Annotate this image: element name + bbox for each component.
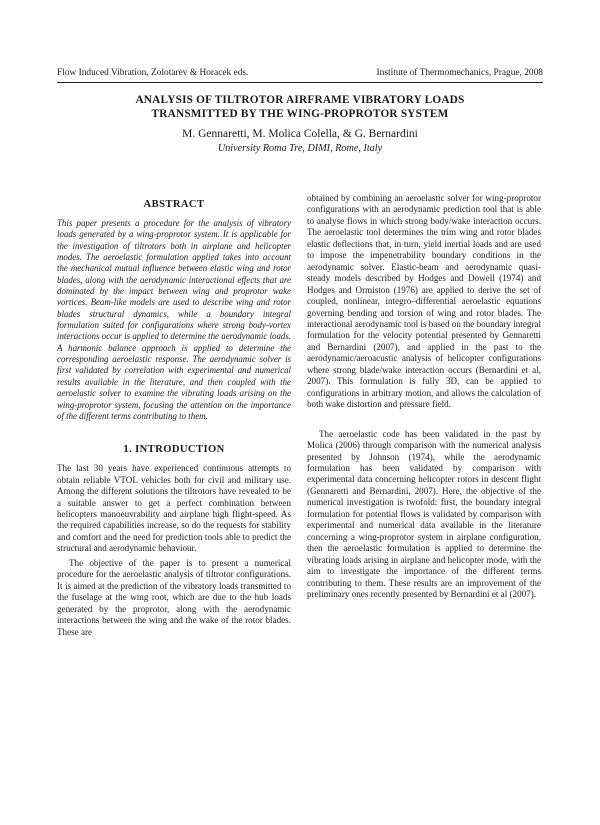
header-right: Institute of Thermomechanics, Prague, 2008 <box>376 68 543 78</box>
abstract-text: This paper presents a procedure for the analysis of vibratory loads generated by a wing-proprotor system. It is applicable for the investigation of tiltrotors both in airplane and helicopter modes. The aeroelastic formulation applied takes into account the mechanical mutual influence between elastic wing and rotor blades, along with the aerodynamic interactional effects that are dominated by the impact between wing and proprotor wake vortices. Beam-like models are used to describe wing and rotor blades structural dynamics, while a boundary integral formulation suited for configurations where strong body-vortex interactions occur is applied to determine the aerodynamic loads. A harmonic balance approach is applied to determine the corresponding aeroelastic response. The aerodynamic solver is first validated by correlation with experimental and numerical results available in the literature, and then coupled with the aeroelastic solver to examine the vibrating loads arising on the wing-proprotor system, focusing the attention on the importance of the different terms contributing to them. <box>57 218 291 421</box>
header-rule <box>57 82 543 83</box>
title-line-1: ANALYSIS OF TILTROTOR AIRFRAME VIBRATORY LOADS <box>135 94 465 106</box>
intro-paragraph-2: The objective of the paper is to present a numerical procedure for the aeroelastic analysis of tiltrotor configurations. It is aimed at the prediction of the vibratory loads transmitted to the fuselage at the wing root, which are due to the hub loads generated by the proprotor, along with the aerodynamic interactions between the wing and the wake of the rotor blades. These are <box>57 557 291 637</box>
running-header <box>57 68 543 78</box>
intro-paragraph-1: The last 30 years have experienced continuous attempts to obtain reliable VTOL vehicles both for civil and military use. Among the different solutions the tiltrotors have revealed to be a suitable answer to get a perfect combination between helicopters manoeuvrability and airplane high flight-speed. As the required capabilities increase, so do the requests for stability and comfort and the need for prediction tools able to predict the structural and aerodynamic behaviour. <box>57 463 291 554</box>
title-line-2: TRANSMITTED BY THE WING-PROPROTOR SYSTEM <box>151 107 449 120</box>
header-left: Flow Induced Vibration, Zolotarev & Horacek eds. <box>57 68 249 78</box>
affiliation: University Roma Tre, DIMI, Rome, Italy <box>217 143 383 154</box>
authors: M. Gennaretti, M. Molica Colella, & G. Bernardini <box>182 128 418 140</box>
right-column <box>307 193 541 600</box>
right-paragraph-1: obtained by combining an aeroelastic solver for wing-proprotor configurations with an aerodynamic prediction tool that is able to analyse flows in which strong body/wake interaction occurs. The aeroelastic tool determines the trim wing and rotor blades elastic deflections that, in turn, yield inertial loads and are used to impose the impenetrability boundary conditions in the aerodynamic solver. Elastic-beam and aerodynamic quasi-steady models described by Hodges and Dowell (1974) and Hodges and Ormiston (1976) are applied to derive the set of coupled, nonlinear, integro–differential aeroelastic equations governing bending and torsion of wing and rotor blades. The interactional aerodynamic tool is based on the boundary integral formulation for the velocity potential presented by Gennaretti and Bernardini (2007), and applied in the past to the aerodynamic/aeroacustic analysis of helicopter configurations where strong blade/wake interaction occurs (Bernardini et al, 2007). This formulation is fully 3D, can be applied to configurations in arbitrary motion, and allows the calculation of both wake distortion and pressure field. <box>307 193 541 410</box>
right-paragraph-2: The aeroelastic code has been validated in the past by Molica (2006) through comparison with the numerical analysis presented by Johnson (1974), while the aerodynamic formulation has been validated by comparison with experimental data concerning helicopter rotors in descent flight (Gennaretti and Bernardini, 2007). Here, the objective of the numerical investigation is twofold: first, the boundary integral formulation for potential flows is validated by comparison with experimental and numerical data available in the literature concerning a wing-proprotor system in airplane configuration, then the aeroelastic formulation is applied to determine the vibrating loads arising in airplane and helicopter mode, with the aim to investigate the importance of the different terms contributing to them. These results are an improvement of the preliminary ones recently presented by Bernardini et al (2007). <box>307 428 541 599</box>
abstract-heading: ABSTRACT <box>143 199 205 210</box>
introduction-heading: 1. INTRODUCTION <box>123 444 225 456</box>
left-column <box>57 193 291 638</box>
paper-title <box>57 94 543 121</box>
